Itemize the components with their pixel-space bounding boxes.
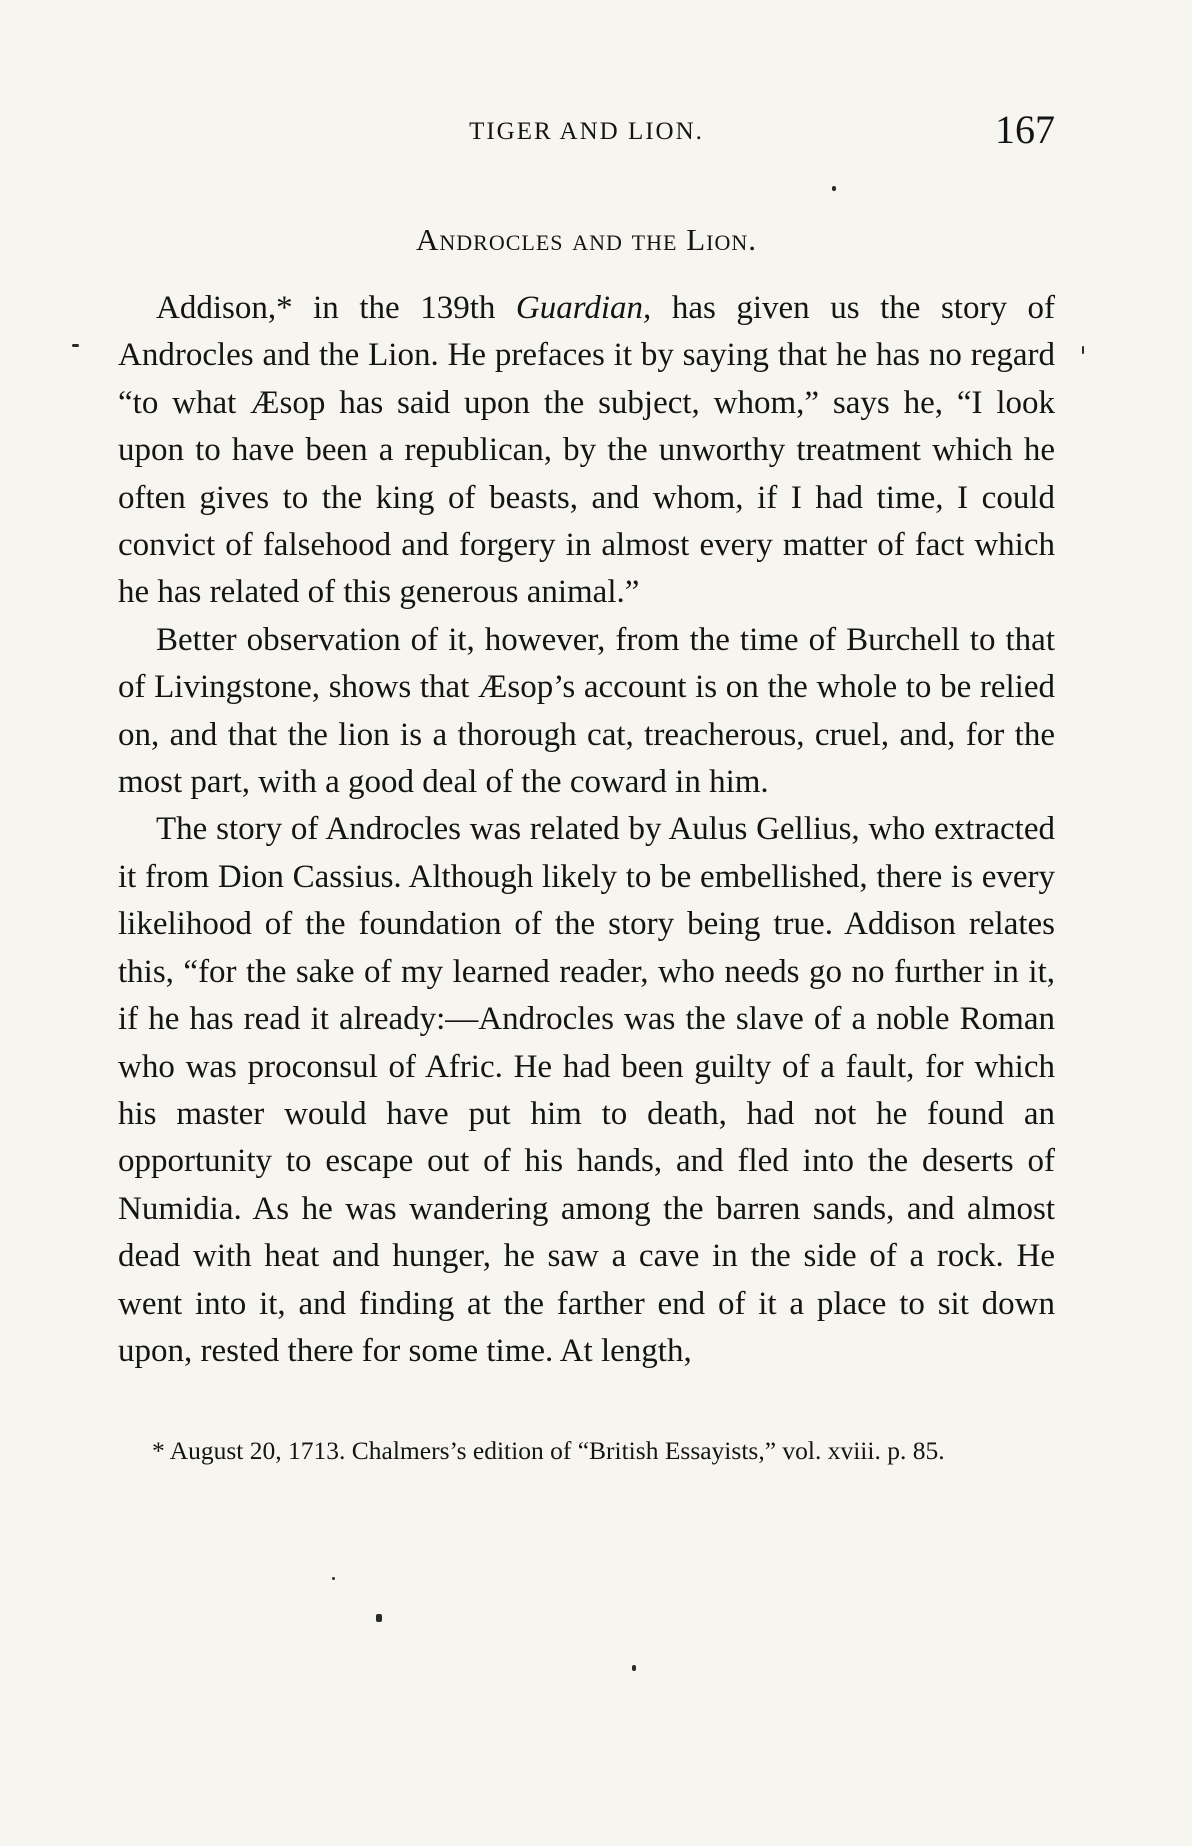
footnote-text: * August 20, 1713. Chalmers’s edition of “British Essayists,” vol. xviii. p. 85. (152, 1436, 945, 1465)
scan-speck (332, 1577, 335, 1580)
guardian-title-italic: Guardian, (515, 290, 652, 326)
scan-speck (632, 1665, 636, 1671)
page-number: 167 (995, 107, 1055, 152)
paragraph-2: Better observation of it, however, from the time of Burchell to that of Livingstone, shows that Æsop’s account is on the whole to be relied on, and that the lion is a thorough cat, treacherous, cruel, and, for the most part, with a good deal of the coward in him. (118, 621, 1055, 801)
scan-speck (376, 1614, 382, 1622)
paragraph-1-text-after: has given us the story of Androcles and the Lion. He prefaces it by saying that he has no regard “to what Æsop has said upon the subject, whom,” says he, “I look upon to have been a republican, by the unworthy treatment which he often gives to the king of beasts, and whom, if I had time, I could convict of falsehood and forgery in almost every matter of fact which he has related of this generous animal.” (118, 290, 1056, 611)
paragraph-1-text-before: Addison,* in the 139th (156, 290, 516, 326)
running-head (118, 106, 1055, 166)
paragraph-3: The story of Androcles was related by Aulus Gellius, who extracted it from Dion Cassius. Although likely to be embellished, there is every likelihood of the foundation of the story being true. Addison relates this, “for the sake of my learned reader, who needs go no further in it, if he has read it already:—Androcles was the slave of a noble Roman who was proconsul of Afric. He had been guilty of a fault, for which his master would have put him to death, had not he found an opportunity to escape out of his hands, and fled into the deserts of Numidia. As he was wandering among the barren sands, and almost dead with heat and hunger, he saw a cave in the side of a rock. He went into it, and finding at the farther end of it a place to sit down upon, rested there for some time. At length, (118, 811, 1055, 1369)
chapter-title: Androcles and the Lion. (416, 222, 757, 257)
scan-speck (832, 186, 836, 191)
paragraph-1 (118, 285, 1055, 617)
running-title: TIGER AND LION. (469, 118, 704, 145)
footnote (118, 1432, 1055, 1469)
scan-speck (1082, 346, 1084, 354)
scan-speck (72, 344, 79, 347)
body-text (118, 285, 1055, 1375)
